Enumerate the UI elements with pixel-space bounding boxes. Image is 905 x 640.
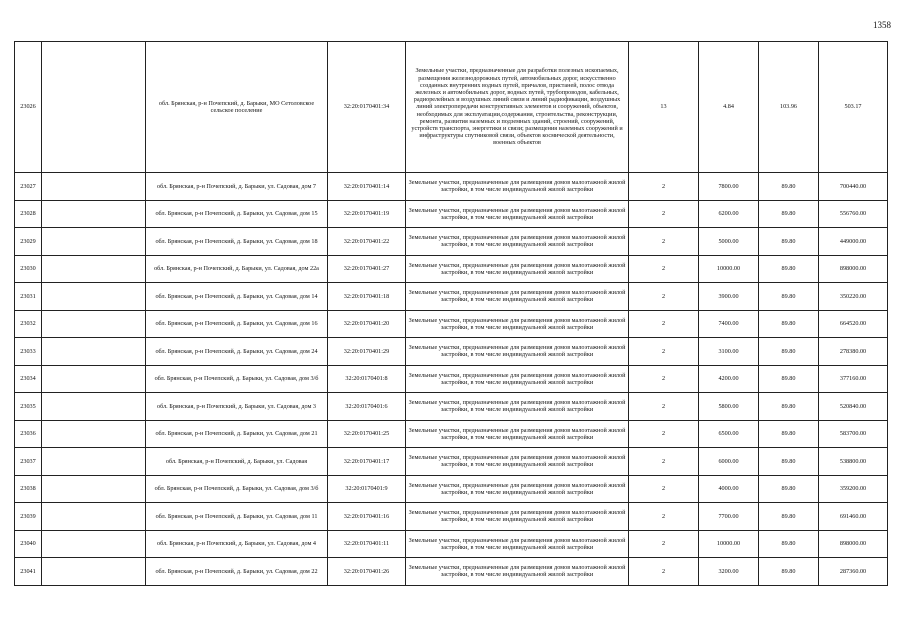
rate-cell: 89.80 <box>759 200 819 228</box>
cadastral-number-cell: 32:20:0170401:26 <box>328 558 406 586</box>
cadastral-number-cell: 32:20:0170401:17 <box>328 448 406 476</box>
table-row <box>15 393 888 421</box>
land-use-cell: Земельные участки, предназначенные для размещения домов малоэтажной жилой застройки, в том числе индивидуальной жилой застройки <box>406 503 629 531</box>
row-id-cell: 23030 <box>15 255 42 283</box>
rate-cell: 89.80 <box>759 338 819 366</box>
cadastral-number-cell: 32:20:0170401:19 <box>328 200 406 228</box>
land-use-cell: Земельные участки, предназначенные для размещения домов малоэтажной жилой застройки, в том числе индивидуальной жилой застройки <box>406 228 629 256</box>
area-cell: 6500.00 <box>699 420 759 448</box>
row-id-cell: 23038 <box>15 475 42 503</box>
row-id-cell: 23036 <box>15 420 42 448</box>
group-cell: 2 <box>629 173 699 201</box>
group-cell: 13 <box>629 42 699 173</box>
cadastral-number-cell: 32:20:0170401:20 <box>328 310 406 338</box>
row-id-cell: 23040 <box>15 530 42 558</box>
blank-cell <box>42 393 146 421</box>
address-cell: обл. Брянская, р-н Почепский, д. Барыки, ул. Садовая, дом 3/б <box>146 475 328 503</box>
cadastral-value-cell: 503.17 <box>819 42 888 173</box>
address-cell: обл. Брянская, р-н Почепский, д. Барыки, ул. Садовая, дом 22 <box>146 558 328 586</box>
row-id-cell: 23028 <box>15 200 42 228</box>
address-cell: обл. Брянская, р-н Почепский, д. Барыки, ул. Садовая, дом 18 <box>146 228 328 256</box>
cadastral-number-cell: 32:20:0170401:18 <box>328 283 406 311</box>
land-use-cell: Земельные участки, предназначенные для разработки полезных ископаемых, размещения железнодорожных путей, автомобильных дорог, искусственно созданных внутренних водных путей, причалов, пристаней, полос отвода железных и автомобильных дорог, водных путей, трубопроводов, кабельных, радиорелейных и воздушных линий связи и линий радиофикации, воздушных линий электропередачи конструктивных элементов и сооружений, объектов, необходимых для эксплуатации,содержания, строительства, реконструкции, ремонта, развития наземных и подземных зданий, строений, сооружений, устройств транспорта, энергетики и связи; размещения наземных сооружений и инфраструктуры спутниковой связи, объектов космической деятельности, военных объектов <box>406 42 629 173</box>
rate-cell: 89.80 <box>759 255 819 283</box>
rate-cell: 89.80 <box>759 393 819 421</box>
row-id-cell: 23034 <box>15 365 42 393</box>
area-cell: 3900.00 <box>699 283 759 311</box>
group-cell: 2 <box>629 255 699 283</box>
land-use-cell: Земельные участки, предназначенные для размещения домов малоэтажной жилой застройки, в том числе индивидуальной жилой застройки <box>406 200 629 228</box>
group-cell: 2 <box>629 503 699 531</box>
cadastral-value-cell: 898000.00 <box>819 530 888 558</box>
rate-cell: 89.80 <box>759 283 819 311</box>
cadastral-value-cell: 449000.00 <box>819 228 888 256</box>
table-row <box>15 255 888 283</box>
cadastral-value-cell: 700440.00 <box>819 173 888 201</box>
cadastral-value-cell: 377160.00 <box>819 365 888 393</box>
address-cell: обл. Брянская, р-н Почепский, д. Барыки, ул. Садовая, дом 14 <box>146 283 328 311</box>
row-id-cell: 23029 <box>15 228 42 256</box>
land-use-cell: Земельные участки, предназначенные для размещения домов малоэтажной жилой застройки, в том числе индивидуальной жилой застройки <box>406 338 629 366</box>
cadastral-number-cell: 32:20:0170401:14 <box>328 173 406 201</box>
area-cell: 6200.00 <box>699 200 759 228</box>
rate-cell: 103.96 <box>759 42 819 173</box>
blank-cell <box>42 310 146 338</box>
cadastral-value-cell: 278380.00 <box>819 338 888 366</box>
area-cell: 7700.00 <box>699 503 759 531</box>
group-cell: 2 <box>629 393 699 421</box>
area-cell: 4000.00 <box>699 475 759 503</box>
address-cell: обл. Брянская, р-н Почепский, д. Барыки, ул. Садовая, дом 16 <box>146 310 328 338</box>
land-use-cell: Земельные участки, предназначенные для размещения домов малоэтажной жилой застройки, в том числе индивидуальной жилой застройки <box>406 173 629 201</box>
address-cell: обл. Брянская, р-н Почепский, д. Барыки, ул. Садовая, дом 21 <box>146 420 328 448</box>
blank-cell <box>42 558 146 586</box>
blank-cell <box>42 365 146 393</box>
rate-cell: 89.80 <box>759 530 819 558</box>
group-cell: 2 <box>629 228 699 256</box>
blank-cell <box>42 255 146 283</box>
blank-cell <box>42 475 146 503</box>
blank-cell <box>42 228 146 256</box>
table-row <box>15 365 888 393</box>
blank-cell <box>42 448 146 476</box>
address-cell: обл. Брянская, р-н Почепский, д. Барыки, ул. Садовая, дом 3 <box>146 393 328 421</box>
land-use-cell: Земельные участки, предназначенные для размещения домов малоэтажной жилой застройки, в том числе индивидуальной жилой застройки <box>406 558 629 586</box>
rate-cell: 89.80 <box>759 365 819 393</box>
row-id-cell: 23037 <box>15 448 42 476</box>
area-cell: 3100.00 <box>699 338 759 366</box>
row-id-cell: 23039 <box>15 503 42 531</box>
cadastral-value-cell: 350220.00 <box>819 283 888 311</box>
land-use-cell: Земельные участки, предназначенные для размещения домов малоэтажной жилой застройки, в том числе индивидуальной жилой застройки <box>406 448 629 476</box>
cadastral-value-cell: 664520.00 <box>819 310 888 338</box>
table-row <box>15 228 888 256</box>
area-cell: 7400.00 <box>699 310 759 338</box>
address-cell: обл. Брянская, р-н Почепский, д. Барыки, МО Сетоловское сельское поселение <box>146 42 328 173</box>
group-cell: 2 <box>629 420 699 448</box>
land-use-cell: Земельные участки, предназначенные для размещения домов малоэтажной жилой застройки, в том числе индивидуальной жилой застройки <box>406 283 629 311</box>
area-cell: 6000.00 <box>699 448 759 476</box>
rate-cell: 89.80 <box>759 558 819 586</box>
cadastral-number-cell: 32:20:0170401:29 <box>328 338 406 366</box>
land-use-cell: Земельные участки, предназначенные для размещения домов малоэтажной жилой застройки, в том числе индивидуальной жилой застройки <box>406 365 629 393</box>
blank-cell <box>42 173 146 201</box>
land-use-cell: Земельные участки, предназначенные для размещения домов малоэтажной жилой застройки, в том числе индивидуальной жилой застройки <box>406 255 629 283</box>
blank-cell <box>42 338 146 366</box>
rate-cell: 89.80 <box>759 173 819 201</box>
land-use-cell: Земельные участки, предназначенные для размещения домов малоэтажной жилой застройки, в том числе индивидуальной жилой застройки <box>406 420 629 448</box>
table-row <box>15 558 888 586</box>
address-cell: обл. Брянская, р-н Почепский, д. Барыки, ул. Садовая, дом 24 <box>146 338 328 366</box>
cadastral-number-cell: 32:20:0170401:11 <box>328 530 406 558</box>
rate-cell: 89.80 <box>759 310 819 338</box>
cadastral-value-cell: 287360.00 <box>819 558 888 586</box>
blank-cell <box>42 283 146 311</box>
group-cell: 2 <box>629 558 699 586</box>
land-use-cell: Земельные участки, предназначенные для размещения домов малоэтажной жилой застройки, в том числе индивидуальной жилой застройки <box>406 310 629 338</box>
row-id-cell: 23031 <box>15 283 42 311</box>
address-cell: обл. Брянская, р-н Почепский, д. Барыки, ул. Садовая, дом 7 <box>146 173 328 201</box>
rate-cell: 89.80 <box>759 420 819 448</box>
area-cell: 4200.00 <box>699 365 759 393</box>
cadastral-value-cell: 583700.00 <box>819 420 888 448</box>
table-row <box>15 420 888 448</box>
table-body <box>15 42 888 586</box>
cadastral-number-cell: 32:20:0170401:27 <box>328 255 406 283</box>
cadastral-value-cell: 538800.00 <box>819 448 888 476</box>
area-cell: 3200.00 <box>699 558 759 586</box>
address-cell: обл. Брянская, р-н Почепский, д. Барыки, ул. Садовая <box>146 448 328 476</box>
table-row <box>15 530 888 558</box>
area-cell: 10000.00 <box>699 530 759 558</box>
cadastral-value-cell: 359200.00 <box>819 475 888 503</box>
row-id-cell: 23035 <box>15 393 42 421</box>
area-cell: 5800.00 <box>699 393 759 421</box>
address-cell: обл. Брянская, р-н Почепский, д. Барыки, ул. Садовая, дом 4 <box>146 530 328 558</box>
blank-cell <box>42 503 146 531</box>
table-row <box>15 42 888 173</box>
cadastral-value-table <box>14 41 888 586</box>
group-cell: 2 <box>629 530 699 558</box>
row-id-cell: 23027 <box>15 173 42 201</box>
rate-cell: 89.80 <box>759 228 819 256</box>
group-cell: 2 <box>629 475 699 503</box>
group-cell: 2 <box>629 365 699 393</box>
group-cell: 2 <box>629 200 699 228</box>
row-id-cell: 23041 <box>15 558 42 586</box>
cadastral-number-cell: 32:20:0170401:34 <box>328 42 406 173</box>
group-cell: 2 <box>629 283 699 311</box>
blank-cell <box>42 42 146 173</box>
group-cell: 2 <box>629 448 699 476</box>
rate-cell: 89.80 <box>759 503 819 531</box>
table-row <box>15 448 888 476</box>
blank-cell <box>42 530 146 558</box>
address-cell: обл. Брянская, р-н Почепский, д. Барыки, ул. Садовая, дом 22а <box>146 255 328 283</box>
cadastral-number-cell: 32:20:0170401:9 <box>328 475 406 503</box>
table-row <box>15 338 888 366</box>
cadastral-number-cell: 32:20:0170401:22 <box>328 228 406 256</box>
cadastral-value-cell: 556760.00 <box>819 200 888 228</box>
table-row <box>15 475 888 503</box>
table-row <box>15 200 888 228</box>
land-use-cell: Земельные участки, предназначенные для размещения домов малоэтажной жилой застройки, в том числе индивидуальной жилой застройки <box>406 530 629 558</box>
area-cell: 7800.00 <box>699 173 759 201</box>
row-id-cell: 23032 <box>15 310 42 338</box>
table-row <box>15 503 888 531</box>
table-row <box>15 283 888 311</box>
row-id-cell: 23026 <box>15 42 42 173</box>
group-cell: 2 <box>629 310 699 338</box>
row-id-cell: 23033 <box>15 338 42 366</box>
cadastral-value-cell: 520840.00 <box>819 393 888 421</box>
table-row <box>15 310 888 338</box>
group-cell: 2 <box>629 338 699 366</box>
page-number: 1358 <box>873 20 891 30</box>
land-use-cell: Земельные участки, предназначенные для размещения домов малоэтажной жилой застройки, в том числе индивидуальной жилой застройки <box>406 475 629 503</box>
cadastral-number-cell: 32:20:0170401:25 <box>328 420 406 448</box>
cadastral-number-cell: 32:20:0170401:8 <box>328 365 406 393</box>
cadastral-value-cell: 898000.00 <box>819 255 888 283</box>
address-cell: обл. Брянская, р-н Почепский, д. Барыки, ул. Садовая, дом 3/б <box>146 365 328 393</box>
area-cell: 4.84 <box>699 42 759 173</box>
land-use-cell: Земельные участки, предназначенные для размещения домов малоэтажной жилой застройки, в том числе индивидуальной жилой застройки <box>406 393 629 421</box>
blank-cell <box>42 200 146 228</box>
rate-cell: 89.80 <box>759 448 819 476</box>
cadastral-value-cell: 691460.00 <box>819 503 888 531</box>
cadastral-number-cell: 32:20:0170401:16 <box>328 503 406 531</box>
cadastral-number-cell: 32:20:0170401:6 <box>328 393 406 421</box>
rate-cell: 89.80 <box>759 475 819 503</box>
area-cell: 10000.00 <box>699 255 759 283</box>
address-cell: обл. Брянская, р-н Почепский, д. Барыки, ул. Садовая, дом 11 <box>146 503 328 531</box>
blank-cell <box>42 420 146 448</box>
area-cell: 5000.00 <box>699 228 759 256</box>
table-row <box>15 173 888 201</box>
address-cell: обл. Брянская, р-н Почепский, д. Барыки, ул. Садовая, дом 15 <box>146 200 328 228</box>
